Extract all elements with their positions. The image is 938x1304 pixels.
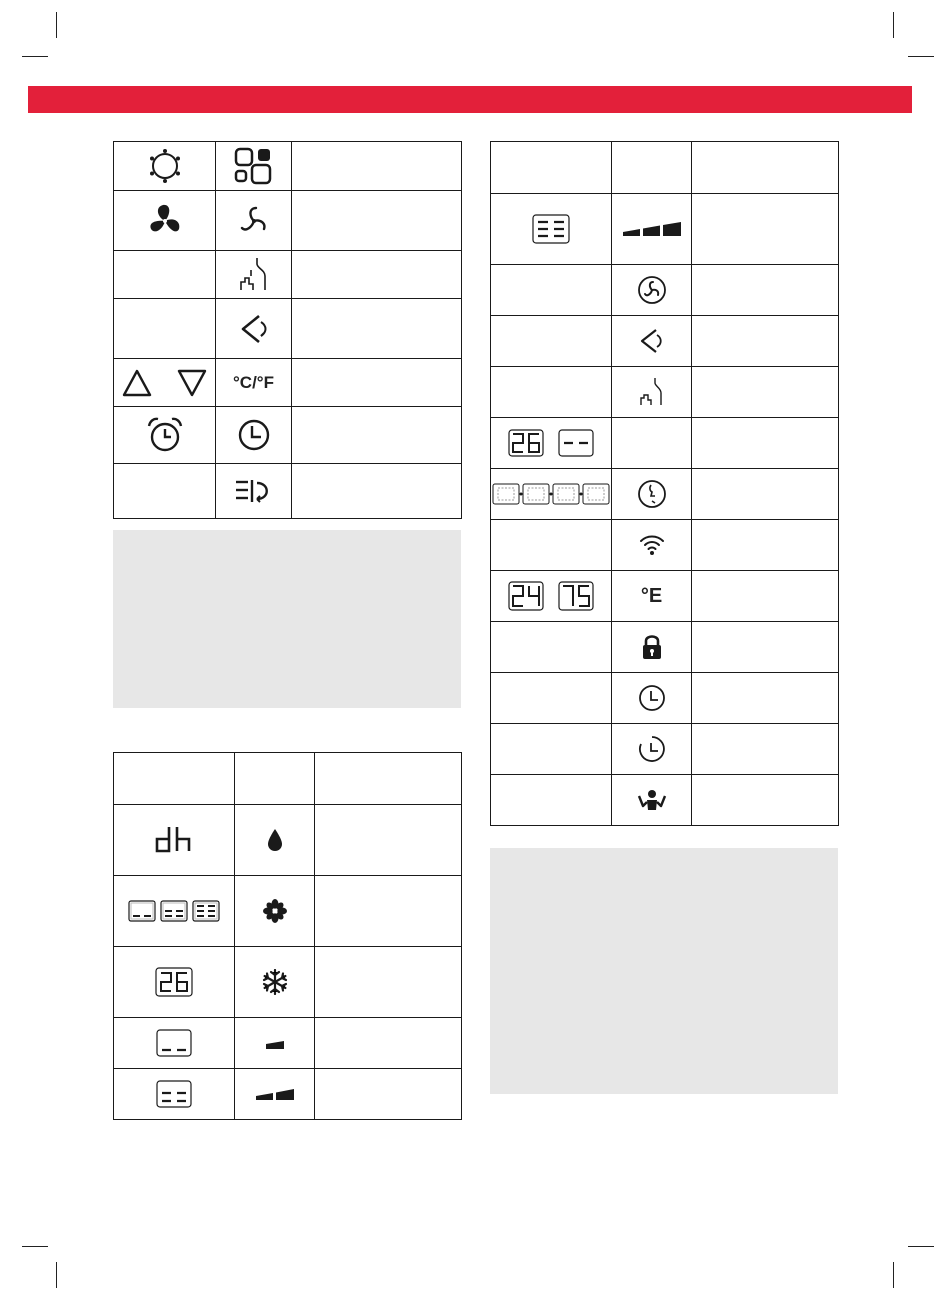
fan-icon (145, 201, 185, 241)
table-row (114, 359, 462, 407)
table-row (491, 520, 839, 571)
table-row (114, 1018, 462, 1069)
timer-off-icon (638, 735, 666, 763)
down-triangle-icon (176, 367, 208, 399)
table-row (114, 299, 462, 359)
note-box (490, 848, 838, 1094)
flower-fan-icon (262, 898, 288, 924)
humidity-display-75-icon (558, 581, 594, 611)
table-row (491, 265, 839, 316)
crop-mark (893, 1262, 894, 1288)
alarm-clock-icon (145, 415, 185, 455)
crop-mark (56, 1262, 57, 1288)
table-row (491, 418, 839, 469)
segment-display-high-icon (532, 214, 570, 244)
table-row (491, 775, 839, 826)
table-row (491, 469, 839, 520)
segment-display-low-icon (128, 900, 156, 922)
fan-outline-icon (235, 202, 273, 240)
speed-bar-2-icon (254, 1086, 296, 1102)
table-remote-buttons (113, 141, 462, 519)
temperature-display-26-icon (155, 967, 193, 997)
segment-display-high-icon (192, 900, 220, 922)
mode-squares-icon (234, 147, 274, 185)
turbo-person-icon (637, 788, 667, 812)
table-row (114, 251, 462, 299)
crop-mark (22, 56, 48, 57)
sun-icon (146, 147, 184, 185)
table-header-row (114, 753, 462, 805)
table-row (491, 367, 839, 418)
table-header-row (491, 142, 839, 194)
crop-mark (908, 56, 934, 57)
header-banner (28, 86, 912, 113)
temperature-display-26-icon (508, 429, 544, 457)
light-icon (234, 478, 274, 504)
crop-mark (56, 12, 57, 38)
table-row (491, 194, 839, 265)
fan-circle-icon (637, 275, 667, 305)
note-box (113, 530, 461, 708)
swing-icon (237, 312, 271, 346)
table-row (114, 407, 462, 464)
table-row (491, 622, 839, 673)
unit-e-label: °E (640, 584, 663, 607)
dash-display-icon (558, 429, 594, 457)
dh-display-icon (153, 825, 195, 855)
sleep-face-icon (237, 256, 271, 294)
crop-mark (908, 1246, 934, 1247)
speed-bar-1-icon (264, 1036, 286, 1050)
table-row (114, 1069, 462, 1120)
segment-display-mid-icon (160, 900, 188, 922)
table-row (491, 571, 839, 622)
snowflake-icon (262, 969, 288, 995)
segment-display-mid-icon (156, 1080, 192, 1108)
temperature-display-24-icon (508, 581, 544, 611)
table-row (114, 142, 462, 191)
table-row (114, 876, 462, 947)
segment-display-low-icon (156, 1029, 192, 1057)
table-row (491, 724, 839, 775)
sleep-face-icon (638, 376, 666, 408)
table-row (114, 191, 462, 251)
clock-face-icon (637, 479, 667, 509)
wifi-icon (638, 533, 666, 557)
speed-bar-3-icon (621, 220, 683, 238)
lock-icon (641, 633, 663, 661)
table-row (491, 316, 839, 367)
crop-mark (22, 1246, 48, 1247)
table-row (491, 673, 839, 724)
table-row (114, 947, 462, 1018)
swing-icon (638, 327, 666, 355)
table-display-symbols-b (490, 141, 839, 826)
clock-icon (237, 418, 271, 452)
table-display-symbols-a (113, 752, 462, 1120)
up-triangle-icon (121, 367, 153, 399)
segment-sequence-display-icon (492, 482, 610, 506)
clock-icon (638, 684, 666, 712)
table-row (114, 464, 462, 519)
crop-mark (893, 12, 894, 38)
temperature-unit-label: °C/°F (233, 372, 274, 392)
table-row (114, 805, 462, 876)
droplet-icon (266, 828, 284, 852)
